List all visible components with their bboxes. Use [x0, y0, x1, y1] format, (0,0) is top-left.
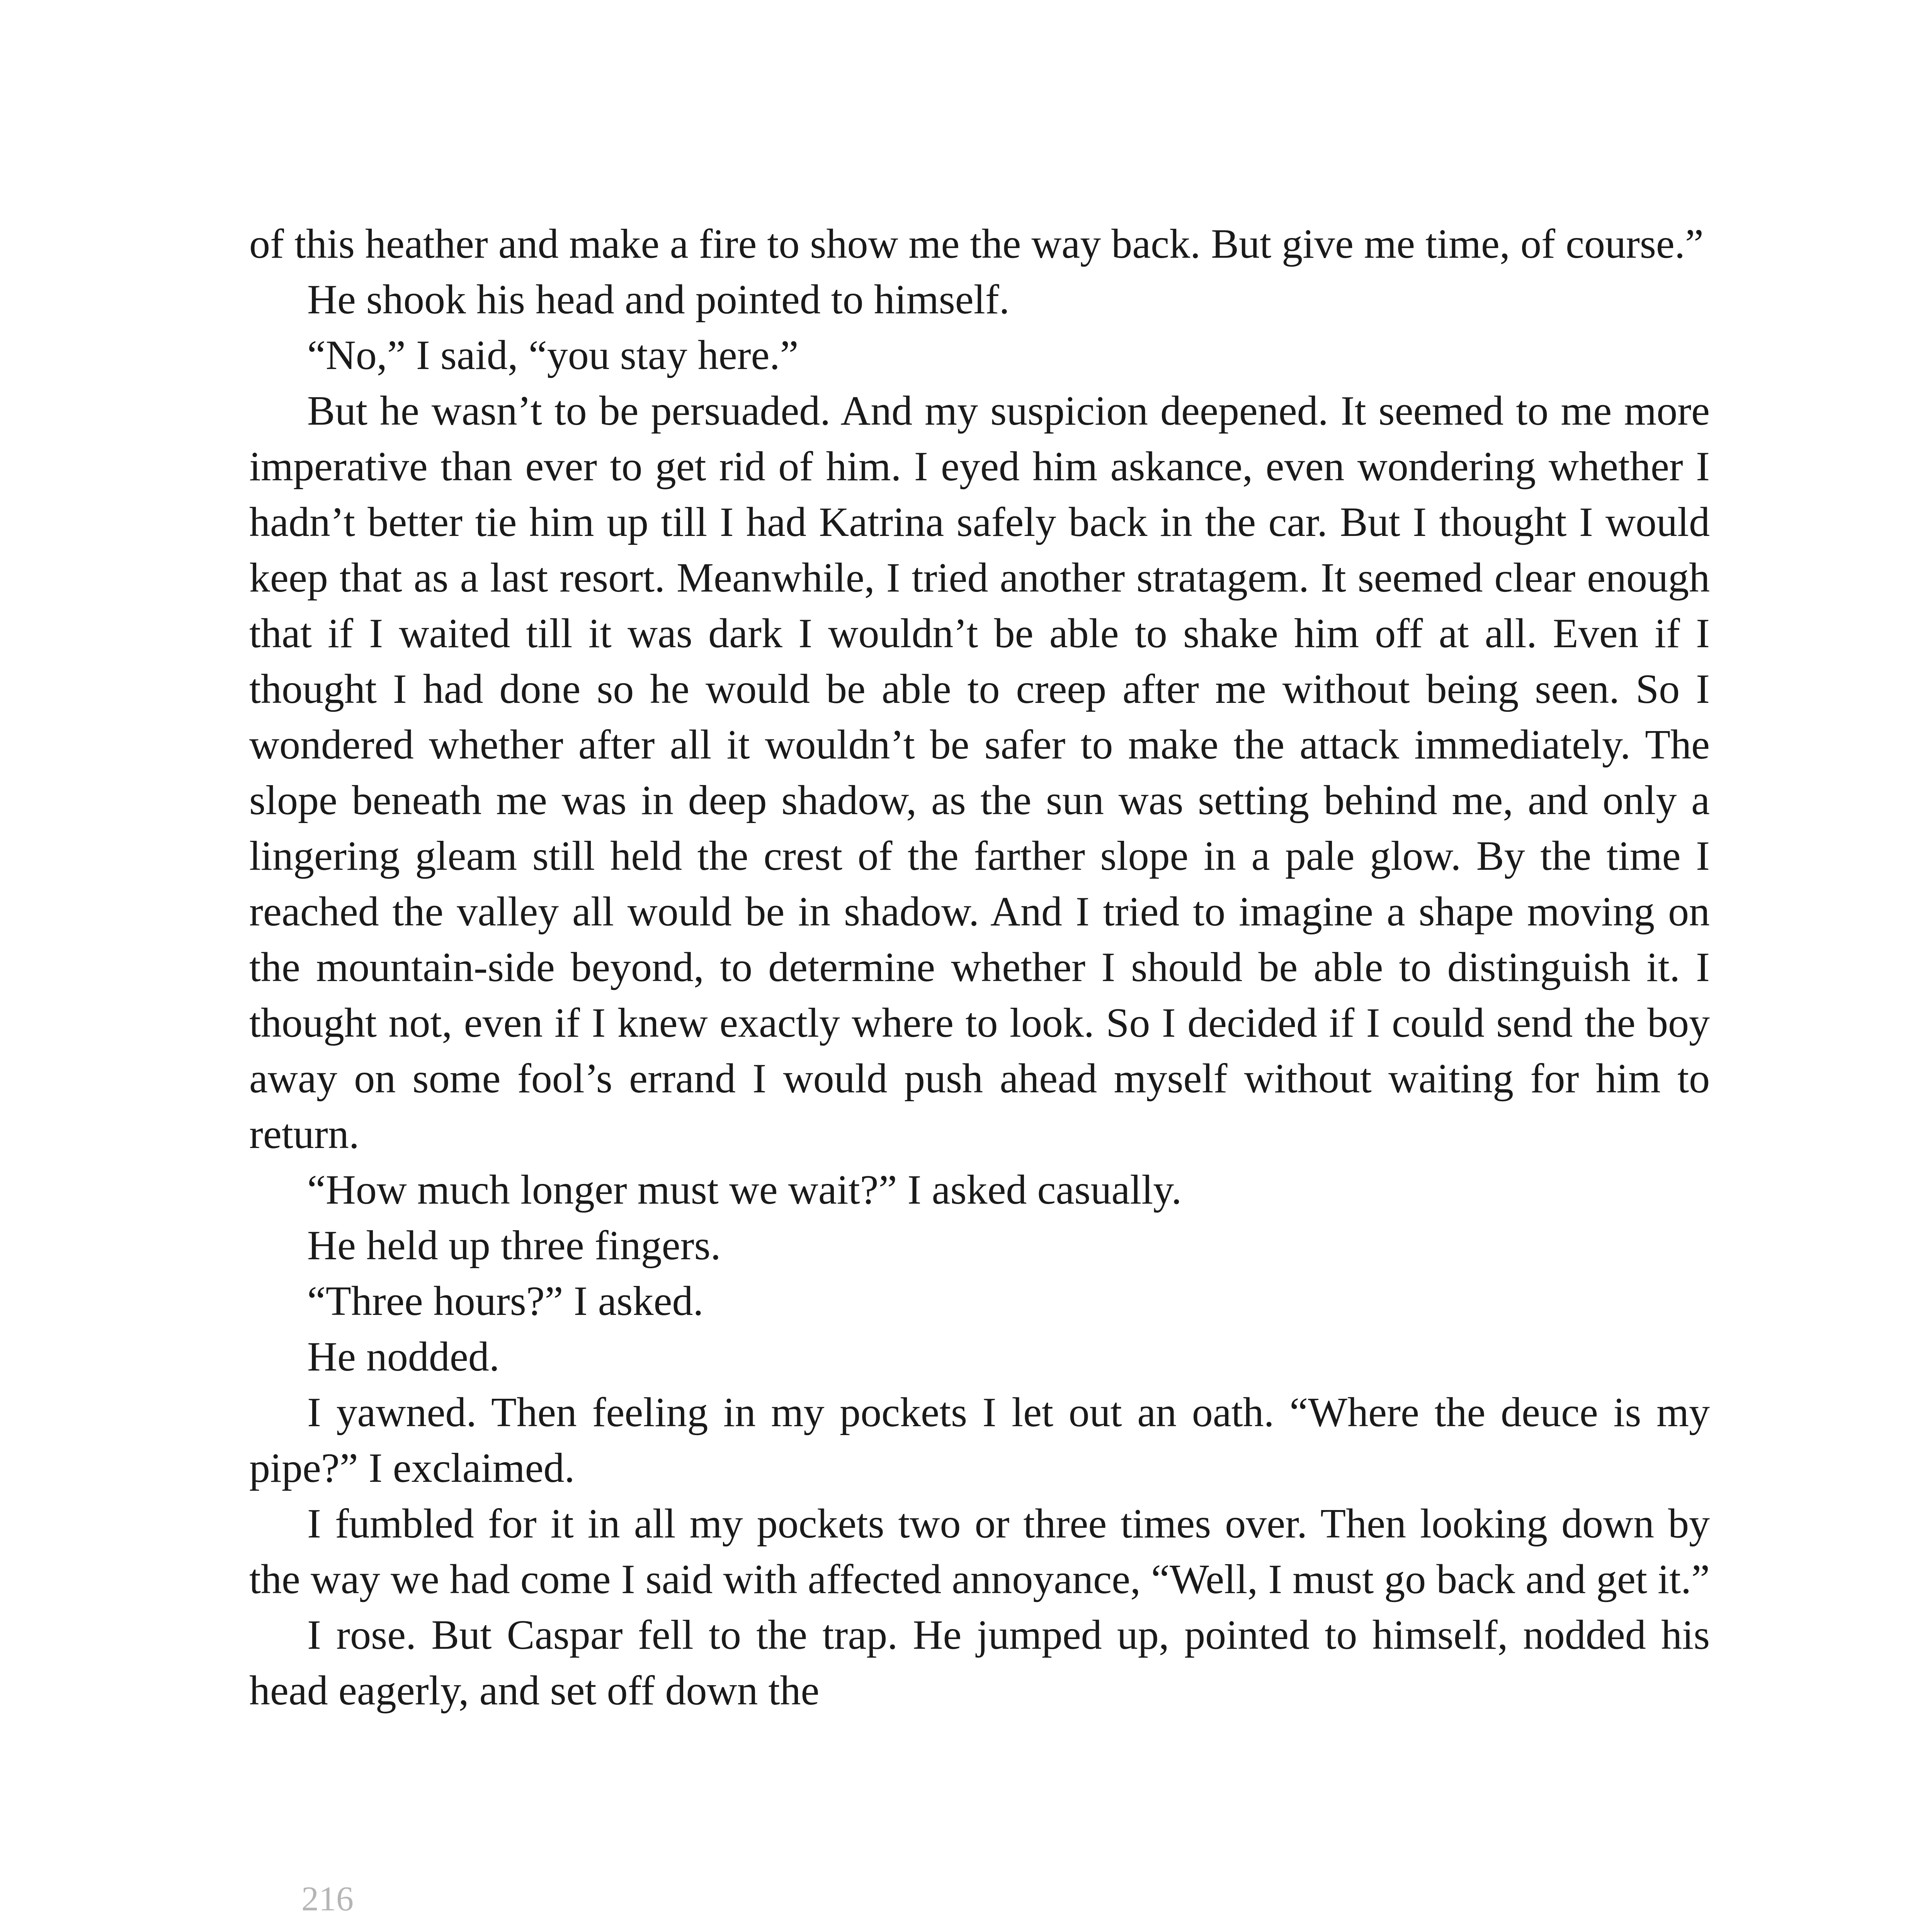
- paragraph: of this heather and make a fire to show me the way back. But give me time, of course.”: [249, 221, 1704, 267]
- paragraph: He nodded.: [307, 1334, 500, 1380]
- text-block-top: [249, 216, 1710, 1719]
- page-number: 216: [301, 1880, 354, 1918]
- paragraph: I rose. But Caspar fell to the trap. He jumped up, pointed to himself, nodded his head eagerly, and set off down the: [249, 1612, 1710, 1714]
- paragraph: I yawned. Then feeling in my pockets I let out an oath. “Where the deuce is my pipe?” I exclaimed.: [249, 1389, 1710, 1491]
- paragraph: “Three hours?” I asked.: [307, 1278, 704, 1324]
- paragraph: He shook his head and pointed to himself.: [307, 277, 1010, 323]
- paragraph: I fumbled for it in all my pockets two or three times over. Then looking down by the way we had come I said with affected annoyance, “Well, I must go back and get it.”: [249, 1501, 1710, 1602]
- paragraph: “How much longer must we wait?” I asked casually.: [307, 1167, 1182, 1213]
- paragraph: He held up three fingers.: [307, 1223, 721, 1269]
- paragraph: “No,” I said, “you stay here.”: [307, 332, 799, 378]
- paragraph: But he wasn’t to be persuaded. And my suspicion deepened. It seemed to me more imperative than ever to get rid of him. I eyed him askance, even wondering whether I hadn’t better tie him up till I had Katrina safely back in the car. But I thought I would keep that as a last resort. Meanwhile, I tried another stratagem. It seemed clear enough that if I waited till it was dark I wouldn’t be able to shake him off at all. Even if I thought I had done so he would be able to creep after me without being seen. So I wondered whether after all it wouldn’t be safer to make the attack immediately. The slope beneath me was in deep shadow, as the sun was setting behind me, and only a lingering gleam still held the crest of the farther slope in a pale glow. By the time I reached the valley all would be in shadow. And I tried to imagine a shape moving on the mountain-side beyond, to determine whether I should be able to distinguish it. I thought not, even if I knew exactly where to look. So I decided if I could send the boy away on some fool’s errand I would push ahead myself without waiting for him to return.: [249, 388, 1710, 1157]
